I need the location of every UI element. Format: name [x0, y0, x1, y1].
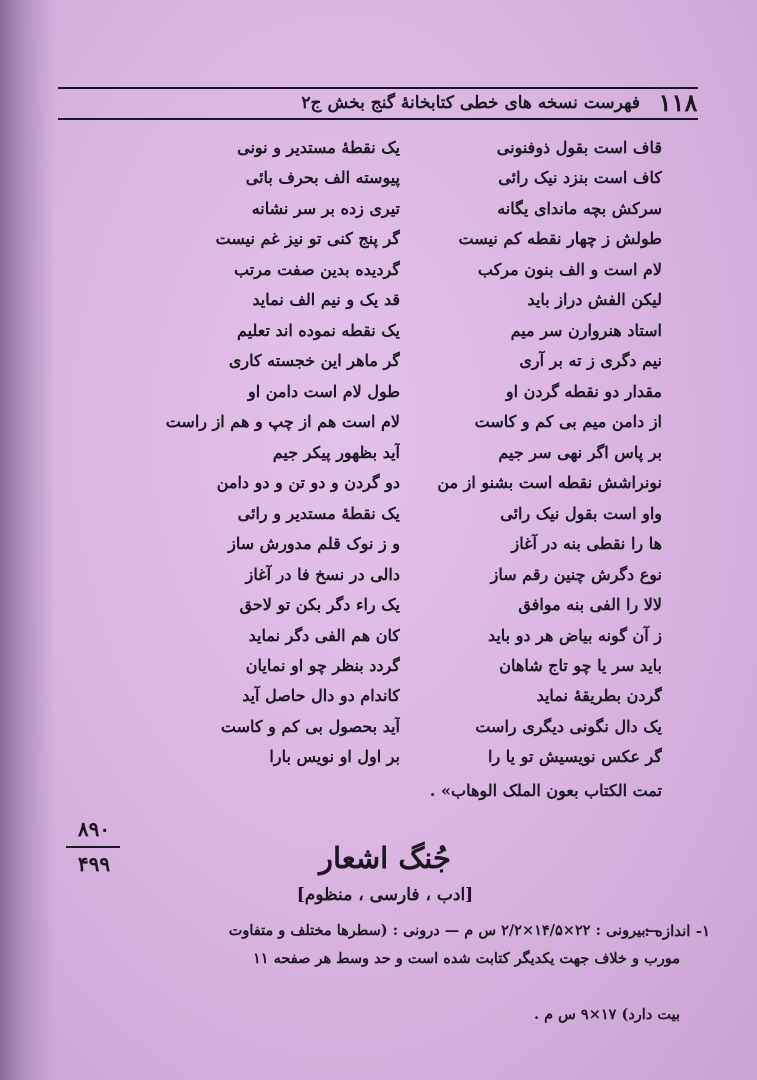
verse-line: قد یک و نیم الف نماید: [252, 290, 400, 310]
poem-column-right: [362, 132, 662, 772]
colophon: تمت الکتاب بعون الملک الوهاب» .: [429, 781, 662, 800]
entry-title: جُنگ اشعار: [319, 841, 451, 875]
verse-line: دو گردن و دو تن و دو دامن: [216, 473, 400, 493]
page-number: ۱۱۸: [658, 88, 698, 117]
verse-line: کان هم الفی دگر نماید: [248, 625, 400, 645]
verse-line: گر پنج کنی تو نیز غم نیست: [215, 229, 400, 249]
verse-line: یک نقطه نموده اند تعلیم: [236, 320, 400, 340]
verse-line: تیری زده بر سر نشانه: [251, 198, 400, 218]
verse-line: گردن بطریقهٔ نماید: [536, 686, 662, 706]
binding-shadow: [0, 0, 55, 1080]
verse-line: ز آن گونه بیاض هر دو باید: [487, 625, 662, 645]
verse-line: نونراشش نقطه است بشنو از من: [437, 473, 662, 493]
verse-line: کاف است بنزد نیک رائی: [498, 168, 662, 188]
header-bottom-rule: [58, 118, 698, 120]
verse-line: واو است بقول نیک رائی: [500, 503, 662, 523]
verse-line: لالا را الفی بنه موافق: [518, 595, 662, 615]
verse-line: آید بحصول بی کم و کاست: [220, 716, 400, 736]
verse-line: گردیده بدین صفت مرتب: [234, 259, 400, 279]
verse-line: لام است و الف بنون مرکب: [477, 259, 662, 279]
verse-line: گر عکس نویسیش تو یا را: [488, 747, 662, 767]
verse-line: یک نقطهٔ مستدیر و رائی: [237, 503, 400, 523]
verse-line: آید بظهور پیکر جیم: [272, 442, 400, 462]
verse-line: کاندام دو دال حاصل آید: [242, 686, 400, 706]
verse-line: پیوسته الف بحرف بائی: [245, 168, 400, 188]
description-line: بیت دارد) ۱۷×۹ س م .: [534, 1006, 680, 1023]
verse-line: گر ماهر این خجسته کاری: [228, 351, 400, 371]
verse-line: استاد هنروارن سر میم: [510, 320, 662, 340]
verse-line: بر اول او نویس بارا: [269, 747, 400, 767]
verse-line: نیم دگری ز ته بر آری: [519, 351, 662, 371]
verse-line: قاف است بقول ذوفنونی: [496, 138, 662, 157]
verse-line: بر پاس اگر نهی سر جیم: [498, 442, 662, 462]
verse-line: یک راء دگر بکن تو لاحق: [239, 595, 400, 615]
verse-line: نوع دگرش چنین رقم ساز: [490, 564, 662, 584]
verse-line: دالی در نسخ فا در آغاز: [245, 564, 400, 584]
verse-line: از دامن میم بی کم و کاست: [474, 412, 662, 432]
verse-line: یک نقطهٔ مستدیر و نونی: [237, 138, 400, 157]
verse-line: گردد بنظر چو او نمایان: [245, 655, 400, 675]
description-line: —بیرونی : ۲۲×۱۴/۵×۲/۲ س م — درونی : (سطرها مختلف و متفاوت: [228, 922, 660, 939]
entry-number: ۸۹۰: [77, 817, 111, 841]
poem-column-left: [100, 132, 400, 772]
verse-line: سرکش بچه ماندای یگانه: [497, 198, 662, 218]
verse-line: باید سر یا چو تاج شاهان: [499, 655, 662, 675]
entry-shelf-number: ۴۹۹: [77, 852, 111, 876]
entry-subtitle: [ادب ، فارسی ، منظوم]: [296, 885, 474, 905]
verse-line: و ز نوک قلم مدورش ساز: [228, 534, 400, 554]
verse-line: مقدار دو نقطه گردن او: [505, 381, 662, 401]
verse-line: لیکن الفش دراز باید: [527, 290, 662, 310]
entry-number-divider: [66, 846, 120, 848]
verse-line: یک دال نگونی دیگری راست: [475, 716, 662, 736]
verse-line: ها را نقطی بنه در آغاز: [511, 534, 662, 554]
verse-line: طولش ز چهار نقطه کم نیست: [458, 229, 662, 249]
facing-page-bleed: [648, 100, 743, 360]
verse-line: طول لام است دامن او: [248, 381, 400, 401]
size-label: ۱- اندازه :: [644, 922, 710, 940]
running-header: فهرست نسخه های خطی کتابخانهٔ گنج بخش ج۲: [301, 93, 640, 113]
header-top-rule: [58, 87, 698, 89]
description-line: مورب و خلاف جهت یکدیگر کتابت شده است و حد وسط هر صفحه ۱۱: [252, 950, 680, 967]
verse-line: لام است هم از چپ و هم از راست: [165, 412, 400, 432]
